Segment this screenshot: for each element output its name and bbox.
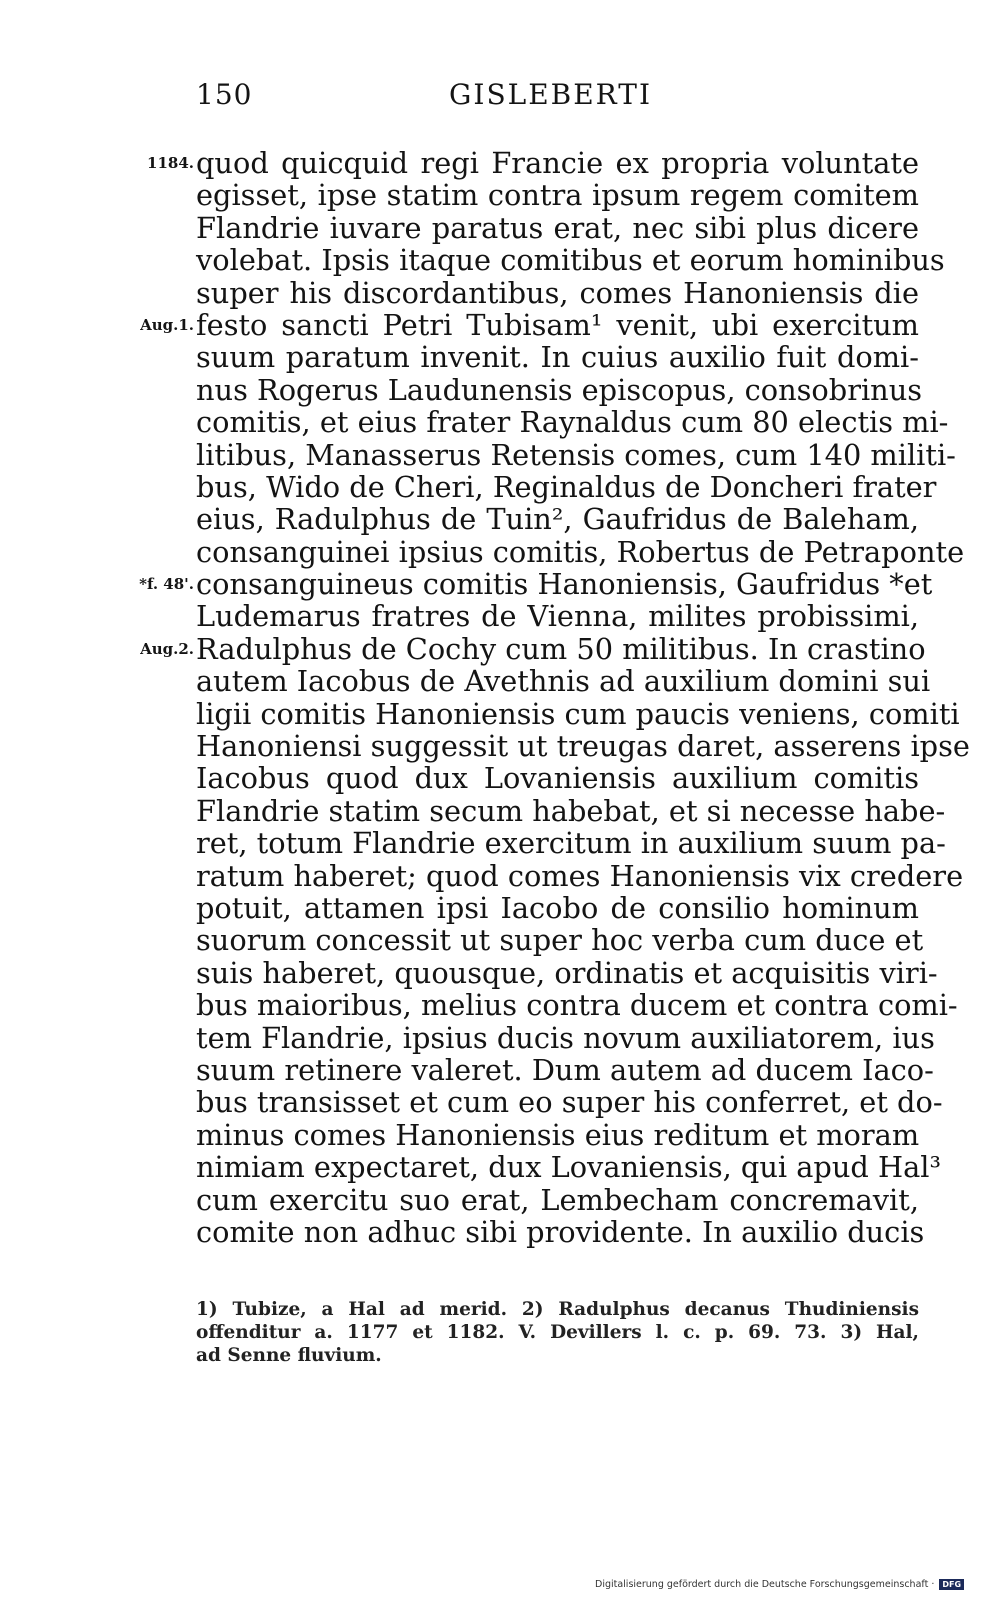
- text-line: ret, totum Flandrie exercitum in auxilium suum pa-: [196, 826, 946, 861]
- text-line: Iacobus quod dux Lovaniensis auxilium comitis: [196, 761, 919, 796]
- text-line: nimiam expectaret, dux Lovaniensis, qui apud Hal³: [196, 1150, 942, 1185]
- text-line: super his discordantibus, comes Hanoniensis die: [196, 275, 919, 310]
- text-line: comite non adhuc sibi providente. In auxilio ducis: [196, 1214, 925, 1249]
- text-line: suum retinere valeret. Dum autem ad ducem Iaco-: [196, 1052, 934, 1087]
- text-line: consanguineus comitis Hanoniensis, Gaufridus *et: [196, 567, 933, 602]
- footnote-line: 1) Tubize, a Hal ad merid. 2) Radulphus decanus Thudiniensis: [196, 1299, 919, 1320]
- footnote-line: offenditur a. 1177 et 1182. V. Devillers l. c. p. 69. 73. 3) Hal,: [196, 1322, 919, 1343]
- text-line: comitis, et eius frater Raynaldus cum 80 electis mi-: [196, 405, 949, 440]
- text-line: consanguinei ipsius comitis, Robertus de Petraponte: [196, 534, 965, 569]
- text-line: minus comes Hanoniensis eius reditum et moram: [196, 1117, 920, 1152]
- text-line: Hanoniensi suggessit ut treugas daret, asserens ipse: [196, 729, 970, 764]
- text-line: festo sancti Petri Tubisam¹ venit, ubi exercitum: [196, 307, 919, 342]
- credit-text: Digitalisierung gefördert durch die Deutsche Forschungsgemeinschaft ·: [595, 1579, 935, 1590]
- digitization-credit: [595, 1579, 995, 1593]
- text-line: egisset, ipse statim contra ipsum regem comitem: [196, 178, 919, 213]
- text-line: nus Rogerus Laudunensis episcopus, consobrinus: [196, 372, 923, 407]
- text-line: bus maioribus, melius contra ducem et contra comi-: [196, 988, 958, 1023]
- text-line: bus, Wido de Cheri, Reginaldus de Doncheri frater: [196, 469, 937, 504]
- page-header: [196, 78, 652, 118]
- text-line: quod quicquid regi Francie ex propria voluntate: [196, 146, 919, 180]
- text-line: Flandrie statim secum habebat, et si necesse habe-: [196, 793, 946, 828]
- text-line: Flandrie iuvare paratus erat, nec sibi plus dicere: [196, 210, 919, 245]
- text-line: bus transisset et cum eo super his conferret, et do-: [196, 1085, 943, 1120]
- running-title: GISLEBERTI: [449, 78, 652, 111]
- text-line: suum paratum invenit. In cuius auxilio fuit domi-: [196, 340, 919, 375]
- text-line: litibus, Manasserus Retensis comes, cum 140 militi-: [196, 437, 956, 472]
- text-line: volebat. Ipsis itaque comitibus et eorum hominibus: [196, 243, 945, 278]
- main-text: [196, 146, 970, 1249]
- text-line: potuit, attamen ipsi Iacobo de consilio hominum: [196, 890, 919, 925]
- page-number: 150: [196, 78, 253, 111]
- text-line: cum exercitu suo erat, Lembecham concremavit,: [196, 1182, 919, 1217]
- text-line: eius, Radulphus de Tuin², Gaufridus de Baleham,: [196, 502, 919, 537]
- text-line: Ludemarus fratres de Vienna, milites probissimi,: [196, 599, 919, 634]
- text-line: autem Iacobus de Avethnis ad auxilium domini sui: [196, 664, 931, 699]
- text-line: ratum haberet; quod comes Hanoniensis vix credere: [196, 858, 964, 893]
- text-line: tem Flandrie, ipsius ducis novum auxiliatorem, ius: [196, 1020, 935, 1055]
- text-line: Radulphus de Cochy cum 50 militibus. In crastino: [196, 631, 926, 666]
- margin-note-date: Aug.1.: [140, 316, 194, 334]
- footnotes: [196, 1298, 919, 1367]
- footnote-line: ad Senne fluvium.: [196, 1345, 382, 1366]
- text-line: ligii comitis Hanoniensis cum paucis veniens, comiti: [196, 696, 960, 731]
- margin-note-year: 1184.: [147, 154, 194, 172]
- margin-note-date: Aug.2.: [140, 640, 194, 658]
- text-line: suorum concessit ut super hoc verba cum duce et: [196, 923, 924, 958]
- text-line: suis haberet, quousque, ordinatis et acquisitis viri-: [196, 955, 938, 990]
- dfg-logo-icon: DFG: [939, 1579, 964, 1590]
- margin-note-folio: *f. 48'.: [139, 575, 194, 594]
